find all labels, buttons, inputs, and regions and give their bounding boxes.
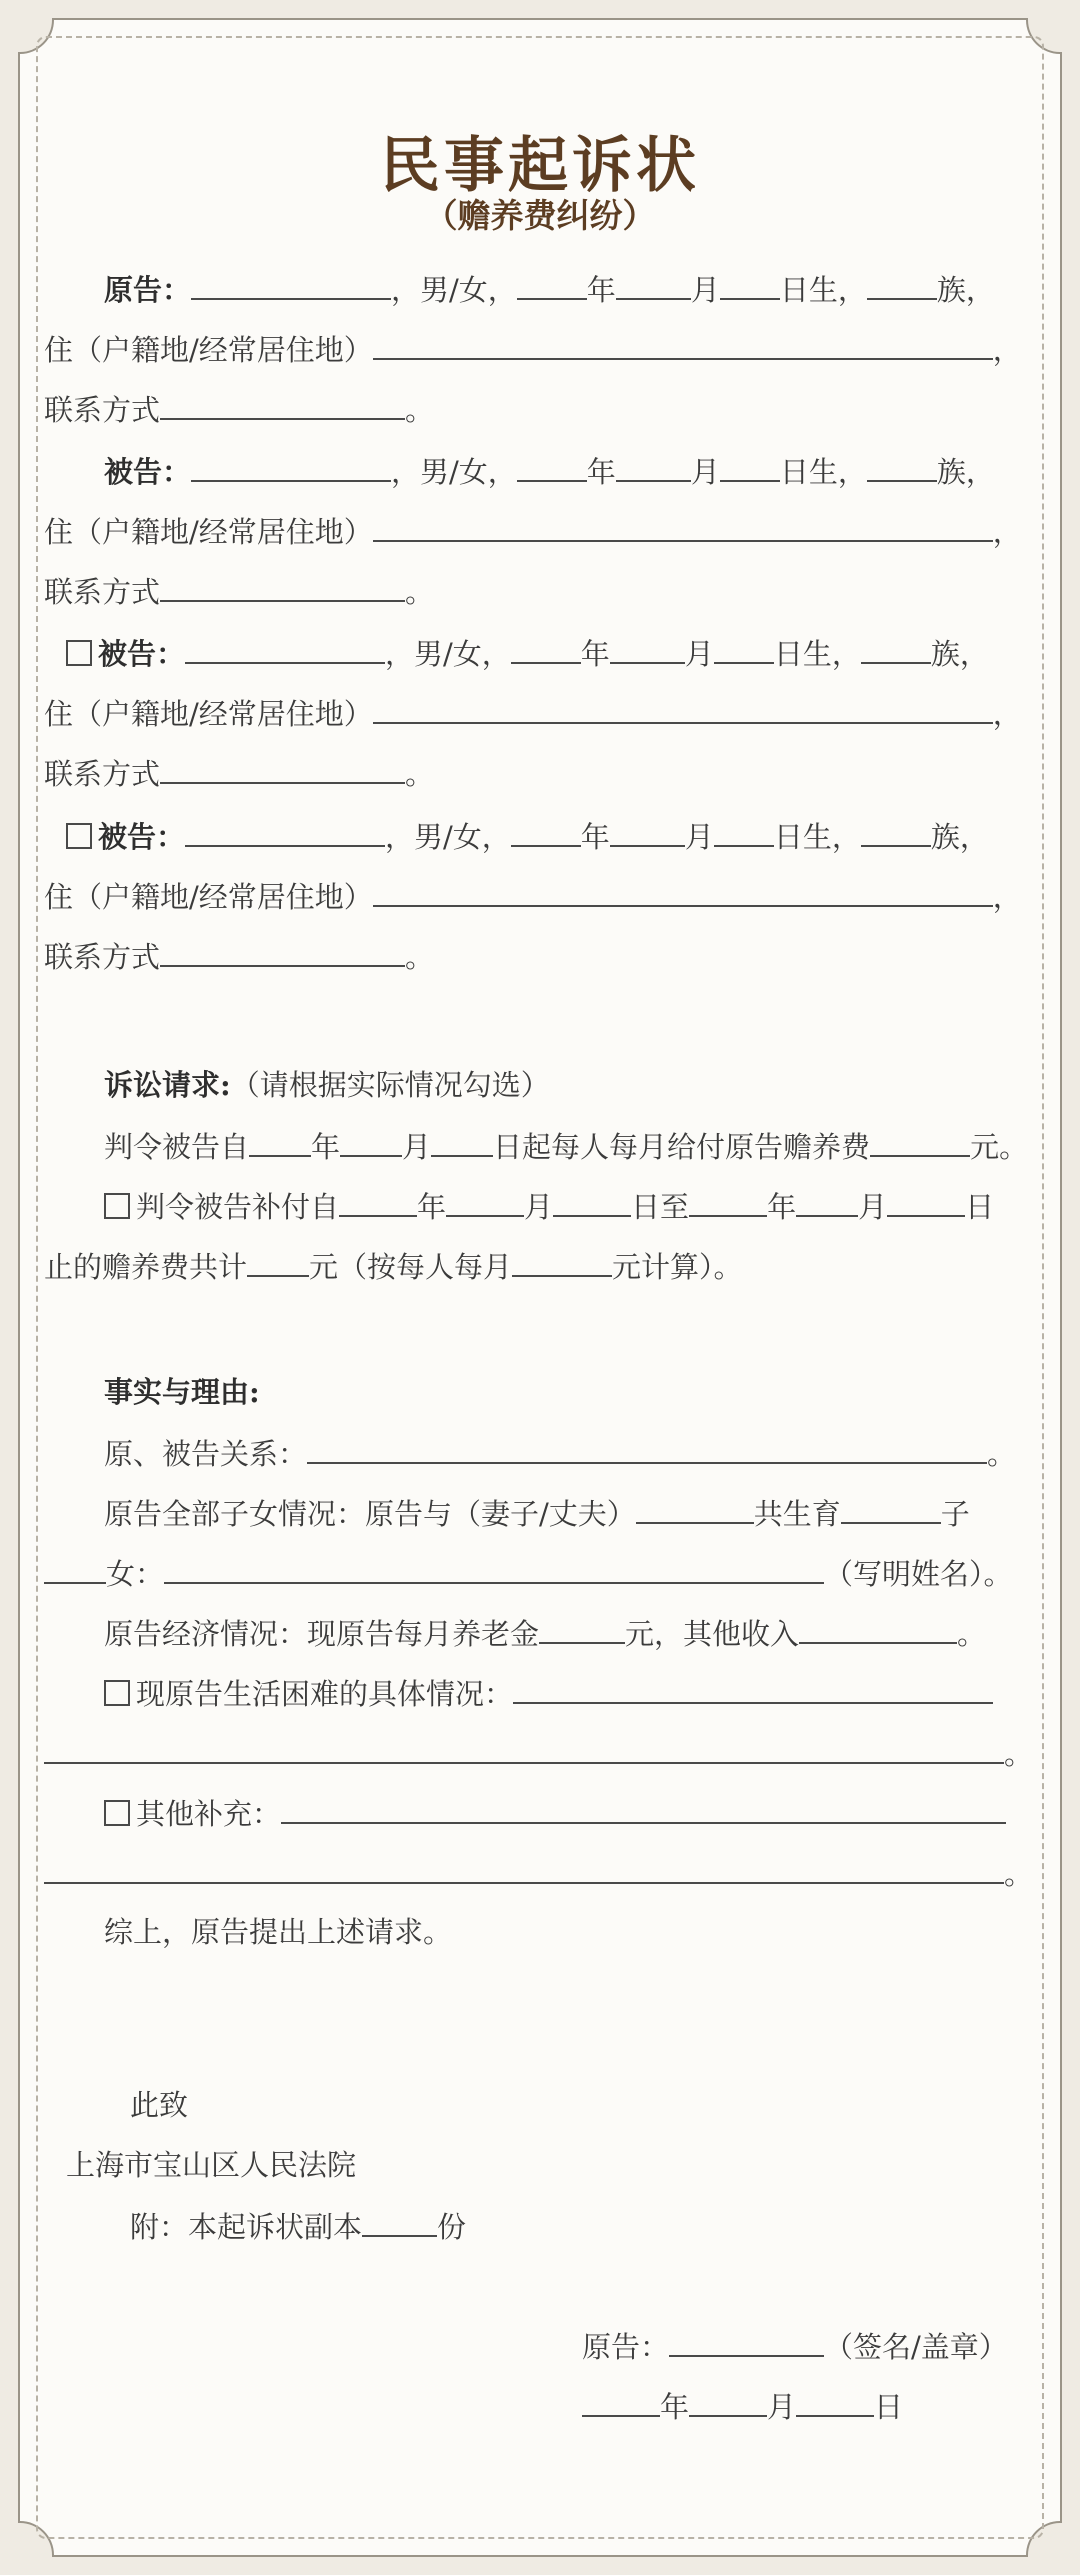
name-field[interactable]: [191, 450, 391, 482]
address-field[interactable]: [373, 692, 993, 724]
party-line-2: 住（户籍地/经常居住地） ，: [44, 328, 1044, 368]
ethnic-field[interactable]: [867, 268, 937, 300]
checkbox[interactable]: [104, 1680, 130, 1706]
facts-other-cont: 。: [44, 1852, 1044, 1892]
name-field[interactable]: [185, 632, 385, 664]
claim-2-cont: 止的赡养费共计 元（按每人每月 元计算）。: [44, 1245, 1044, 1285]
facts-summary: 综上，原告提出上述请求。: [104, 1915, 453, 1949]
birth-month-field[interactable]: [610, 815, 685, 847]
facts-relation: 原、被告关系： 。: [104, 1432, 1080, 1472]
ethnic-field[interactable]: [861, 632, 931, 664]
birth-year-field[interactable]: [511, 632, 581, 664]
facts-hardship: 现原告生活困难的具体情况：: [104, 1672, 1080, 1712]
contact-field[interactable]: [160, 752, 405, 784]
birth-month-field[interactable]: [610, 632, 685, 664]
birth-day-field[interactable]: [714, 632, 774, 664]
claims-heading-line: [104, 1065, 1080, 1105]
name-field[interactable]: [191, 268, 391, 300]
ethnic-field[interactable]: [867, 450, 937, 482]
facts-hardship-cont: 。: [44, 1732, 1044, 1772]
signature-line: 原告： （签名/盖章）: [582, 2325, 1042, 2365]
claim-1: 判令被告自 年 月 日起每人每月给付原告赡养费 元。: [104, 1125, 1080, 1165]
party-line-1: 原告： ，男/女， 年 月 日生， 族，: [104, 268, 1080, 308]
birth-month-field[interactable]: [616, 268, 691, 300]
facts-children: 原告全部子女情况：原告与（妻子/丈夫） 共生育 子: [104, 1492, 1080, 1532]
checkbox[interactable]: [104, 1800, 130, 1826]
birth-year-field[interactable]: [517, 450, 587, 482]
birth-day-field[interactable]: [720, 268, 780, 300]
facts-other: 其他补充：: [104, 1792, 1080, 1832]
closing-court: 上海市宝山区人民法院: [66, 2148, 357, 2182]
document-subtitle: （赡养费纠纷）: [424, 196, 656, 235]
birth-year-field[interactable]: [517, 268, 587, 300]
birth-day-field[interactable]: [720, 450, 780, 482]
claims-note: （请根据实际情况勾选）: [230, 1068, 550, 1102]
checkbox[interactable]: [66, 640, 92, 666]
signature-field[interactable]: [669, 2325, 824, 2357]
address-field[interactable]: [373, 875, 993, 907]
claims-heading: 诉讼请求:: [104, 1068, 231, 1102]
contact-field[interactable]: [160, 935, 405, 967]
document-title: 民事起诉状: [380, 131, 700, 201]
date-line: 年 月 日: [582, 2385, 1042, 2425]
facts-economic: 原告经济情况：现原告每月养老金 元，其他收入 。: [104, 1612, 1080, 1652]
claim-2: 判令被告补付自 年 月 日至 年 月 日: [104, 1185, 1080, 1225]
checkbox[interactable]: [66, 823, 92, 849]
birth-year-field[interactable]: [511, 815, 581, 847]
closing-attachment: 附：本起诉状副本 份: [130, 2205, 1080, 2245]
address-field[interactable]: [373, 328, 993, 360]
contact-field[interactable]: [160, 570, 405, 602]
ethnic-field[interactable]: [861, 815, 931, 847]
birth-month-field[interactable]: [616, 450, 691, 482]
contact-field[interactable]: [160, 388, 405, 420]
party-line-3: 联系方式 。: [44, 388, 1044, 428]
closing-to: 此致: [130, 2088, 189, 2122]
address-field[interactable]: [373, 510, 993, 542]
name-field[interactable]: [185, 815, 385, 847]
facts-children-cont: 女： （写明姓名）。: [44, 1552, 1044, 1592]
facts-heading: 事实与理由:: [104, 1375, 260, 1409]
checkbox[interactable]: [104, 1193, 130, 1219]
birth-day-field[interactable]: [714, 815, 774, 847]
